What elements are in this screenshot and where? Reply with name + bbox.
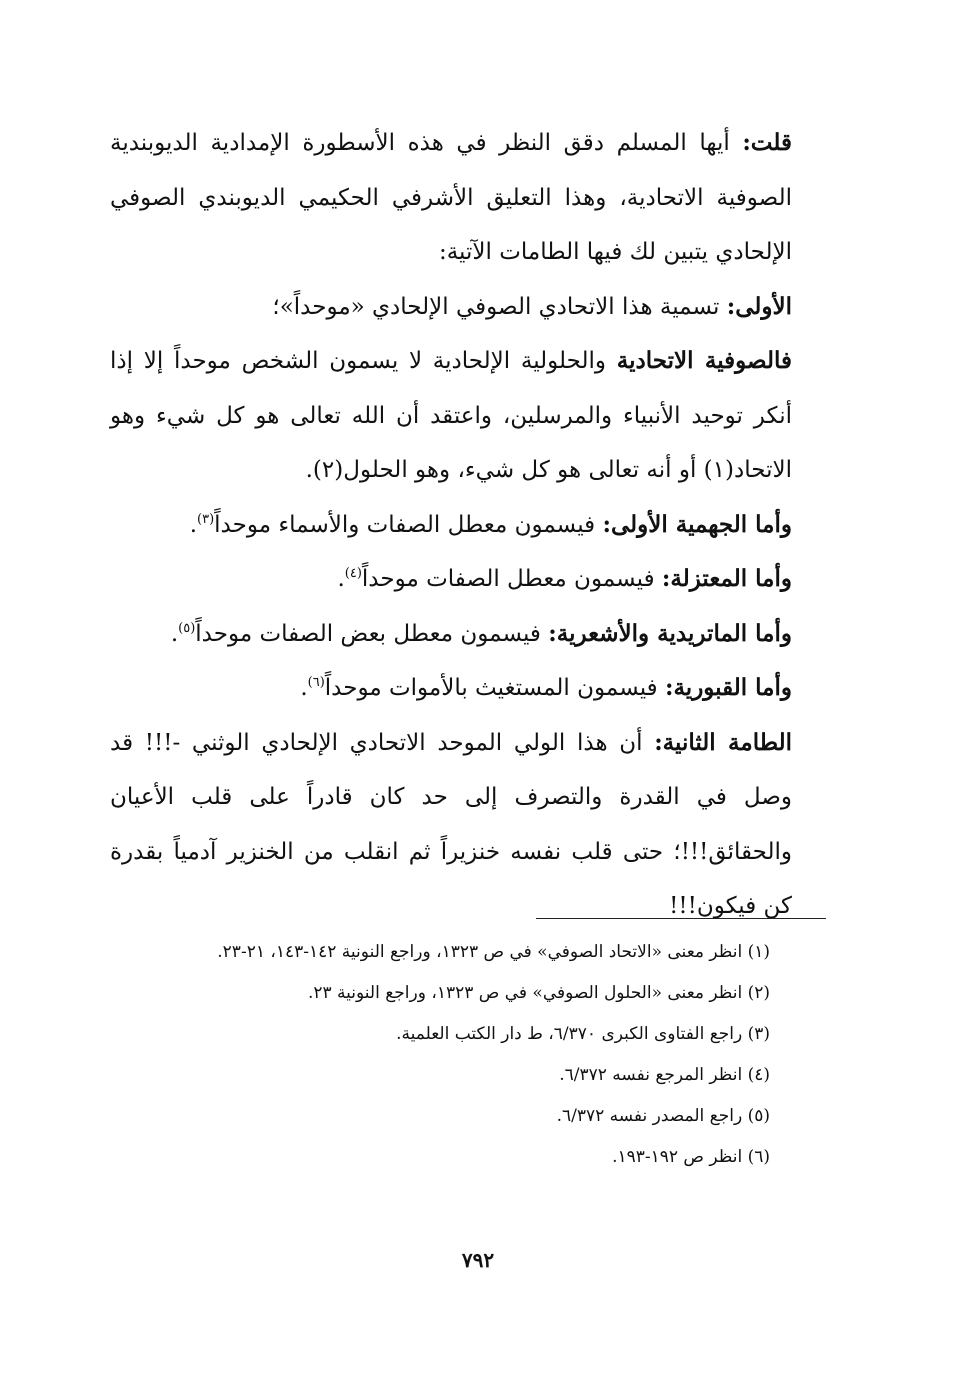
paragraph-text: أن هذا الولي الموحد الاتحادي الإلحادي الوثني -!!! قد وصل في القدرة والتصرف إلى حد كان قادراً على قلب الأعيان والحقائق!!!؛ حتى قلب نفسه خنزيراً ثم انقلب من الخنزير آدمياً بقدرة كن فيكون!!! — [110, 729, 792, 919]
footnote-4: (٤) انظر المرجع نفسه ٦/٣٧٢. — [559, 1065, 770, 1085]
paragraph-lead: قلت: — [742, 129, 792, 156]
paragraph-intro — [110, 116, 832, 280]
paragraph-second-calamity — [110, 716, 832, 934]
paragraph-text: أيها المسلم دقق النظر في هذه الأسطورة الإمدادية الديوبندية الصوفية الاتحادية، وهذا التعليق الأشرفي الحكيمي الديوبندي الصوفي الإلحادي يتبين لك فيها الطامات الآتية: — [110, 130, 792, 265]
page-number: ٧٩٢ — [461, 1248, 495, 1272]
paragraph-lead: وأما المعتزلة: — [661, 565, 792, 592]
paragraph-text: تسمية هذا الاتحادي الصوفي الإلحادي «موحداً»؛ — [272, 293, 727, 320]
paragraph-tail: . — [170, 620, 179, 647]
paragraph-maturidiyya — [110, 607, 832, 662]
paragraph-lead: الأولى: — [726, 292, 792, 320]
paragraph-lead: وأما الجهمية الأولى: — [602, 510, 792, 538]
footnote-ref[interactable]: (٣) — [197, 511, 215, 527]
paragraph-tail: . — [189, 511, 197, 538]
paragraph-mutazila — [110, 552, 832, 607]
paragraph-text: فيسمون معطل بعض الصفات موحداً — [195, 620, 549, 647]
paragraph-jahmiyya — [110, 498, 832, 553]
paragraph-sufi — [110, 334, 832, 498]
footnote-divider — [536, 918, 826, 919]
paragraph-tail: . — [300, 675, 308, 701]
paragraph-quburiyya — [110, 661, 832, 716]
footnote-ref[interactable]: (٤) — [344, 566, 362, 581]
main-text — [110, 116, 832, 934]
paragraph-text: فيسمون معطل الصفات موحداً — [361, 566, 662, 592]
paragraph-text: فيسمون معطل الصفات والأسماء موحداً — [214, 511, 603, 538]
paragraph-tail: . — [337, 566, 345, 592]
paragraph-first-calamity — [110, 280, 832, 335]
paragraph-lead: فالصوفية الاتحادية — [616, 347, 792, 374]
footnote-6: (٦) انظر ص ١٩٢-١٩٣. — [612, 1147, 770, 1167]
footnote-ref[interactable]: (٦) — [307, 675, 325, 690]
paragraph-lead: وأما القبورية: — [664, 674, 792, 701]
footnote-3: (٣) راجع الفتاوى الكبرى ٦/٣٧٠، ط دار الكتب العلمية. — [396, 1024, 770, 1044]
footnote-1: (١) انظر معنى «الاتحاد الصوفي» في ص ١٣٢٣، وراجع النونية ١٤٢-١٤٣، ٢١-٢٣. — [217, 942, 770, 962]
footnote-2: (٢) انظر معنى «الحلول الصوفي» في ص ١٣٢٣، وراجع النونية ٢٣. — [307, 983, 770, 1003]
paragraph-lead: الطامة الثانية: — [654, 728, 792, 756]
paragraph-text: والحلولية الإلحادية لا يسمون الشخص موحداً إلا إذا أنكر توحيد الأنبياء والمرسلين، واعتقد أن الله تعالى هو كل شيء وهو الاتحاد(١) أو أنه تعالى هو كل شيء، وهو الحلول(٢). — [110, 348, 792, 483]
paragraph-text: فيسمون المستغيث بالأموات موحداً — [324, 675, 665, 701]
footnote-ref[interactable]: (٥) — [178, 620, 196, 636]
footnote-5: (٥) راجع المصدر نفسه ٦/٣٧٢. — [556, 1106, 770, 1126]
paragraph-lead: وأما الماتريدية والأشعرية: — [548, 619, 792, 647]
footnotes — [110, 932, 832, 1178]
